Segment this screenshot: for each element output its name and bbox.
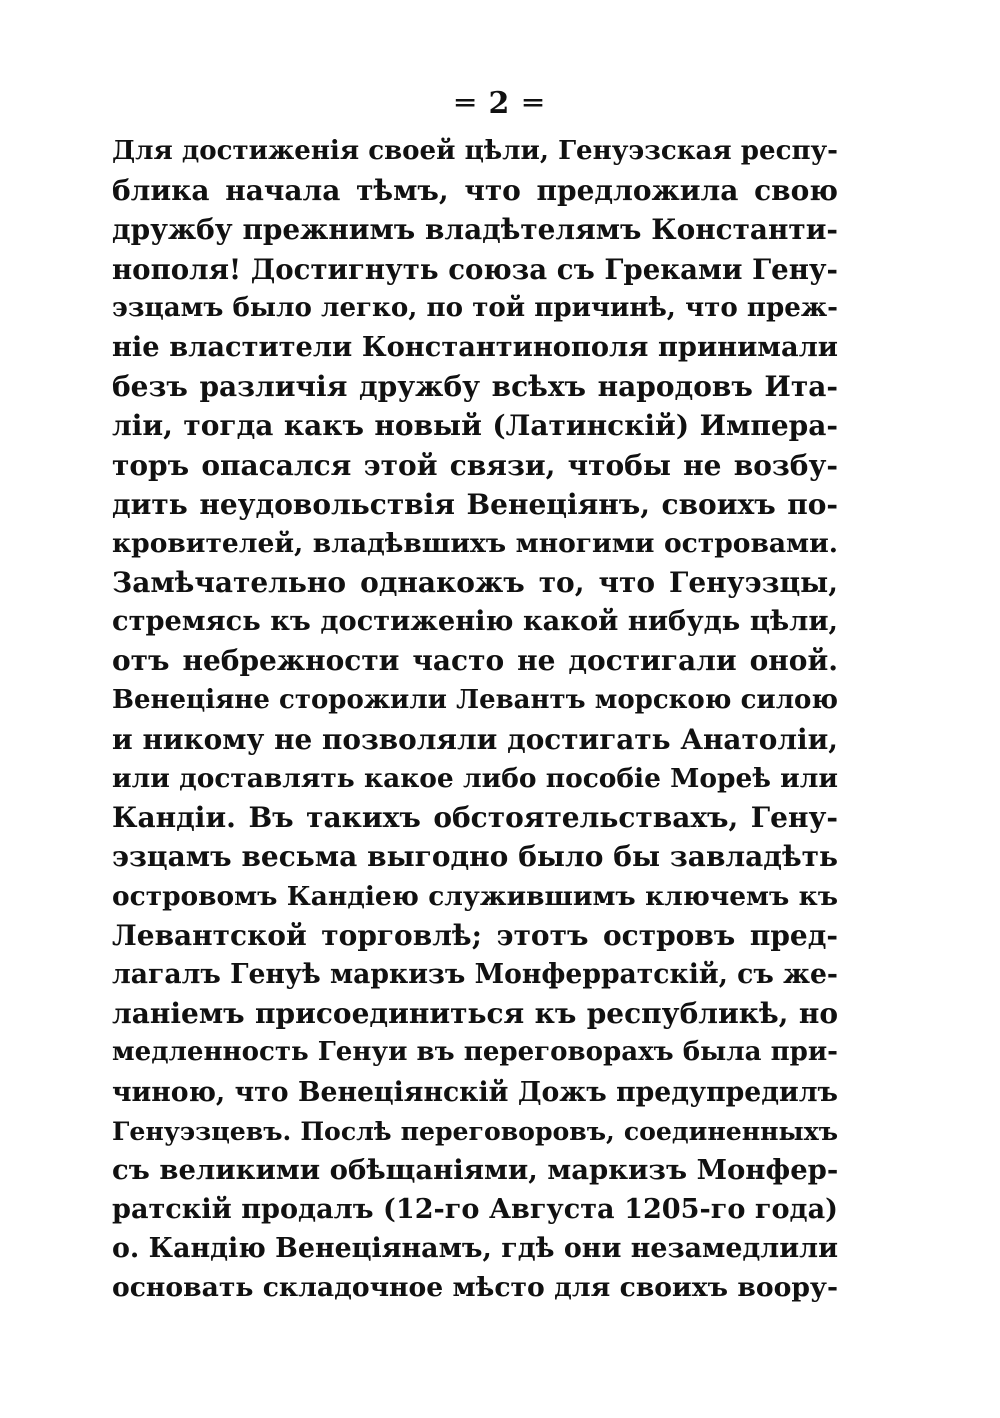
text-line: Замѣчательно однакожъ то, что Генуэзцы, bbox=[112, 566, 838, 600]
text-line: эзцамъ весьма выгодно было бы завладѣть bbox=[112, 840, 838, 874]
text-line: или доставлять какое либо пособіе Мореѣ или bbox=[112, 763, 838, 794]
text-line: ланіемъ присоединиться къ республикѣ, но bbox=[112, 997, 838, 1031]
text-line: торъ опасался этой связи, чтобы не возбу- bbox=[112, 448, 838, 482]
text-line: нополя! Достигнуть союза съ Греками Гену- bbox=[112, 252, 838, 286]
text-line: ніе властители Константинополя принимали bbox=[112, 330, 838, 363]
text-line: блика начала тѣмъ, что предложила свою bbox=[112, 174, 838, 208]
text-line: Венеціяне сторожили Левантъ морскою силою bbox=[112, 684, 838, 715]
text-line: стремясь къ достиженію какой нибудь цѣли, bbox=[112, 605, 838, 638]
text-line: Левантской торговлѣ; этотъ островъ пред- bbox=[112, 918, 838, 952]
text-line: кровителей, владѣвшихъ многими островами. bbox=[112, 527, 838, 559]
body-text bbox=[112, 132, 838, 1308]
text-line: Генуэзцевъ. Послѣ переговоровъ, соединенныхъ bbox=[112, 1115, 838, 1146]
page-number: ═ 2 ═ bbox=[456, 86, 544, 121]
text-line: ліи, тогда какъ новый (Латинскій) Импера- bbox=[112, 409, 838, 443]
text-line: дить неудовольствія Венеціянъ, своихъ по- bbox=[112, 487, 838, 521]
text-line: лагалъ Генуѣ маркизъ Монферратскій, съ же- bbox=[112, 958, 838, 990]
text-line: Для достиженія своей цѣли, Генуэзская респу- bbox=[112, 136, 838, 166]
text-line: основать складочное мѣсто для своихъ воору- bbox=[112, 1272, 838, 1304]
text-line: и никому не позволяли достигать Анатоліи, bbox=[112, 722, 838, 756]
text-line: ратскій продалъ (12-го Августа 1205-го года) bbox=[112, 1194, 838, 1226]
text-line: островомъ Кандіею служившимъ ключемъ къ bbox=[112, 880, 838, 912]
text-line: эзцамъ было легко, по той причинѣ, что преж- bbox=[112, 292, 838, 323]
text-line: чиною, что Венеціянскій Дожъ предупредилъ bbox=[112, 1076, 838, 1108]
text-line: отъ небрежности часто не достигали оной. bbox=[112, 644, 838, 678]
text-line: съ великими обѣщаніями, маркизъ Монфер- bbox=[112, 1153, 839, 1186]
text-line: Кандіи. Въ такихъ обстоятельствахъ, Гену- bbox=[112, 801, 838, 835]
text-line: о. Кандію Венеціянамъ, гдѣ они незамедлили bbox=[112, 1233, 838, 1265]
text-line: безъ различія дружбу всѣхъ народовъ Ита- bbox=[112, 370, 838, 404]
text-line: медленность Генуи въ переговорахъ была при- bbox=[112, 1037, 838, 1068]
text-line: дружбу прежнимъ владѣтелямъ Константи- bbox=[112, 213, 838, 247]
